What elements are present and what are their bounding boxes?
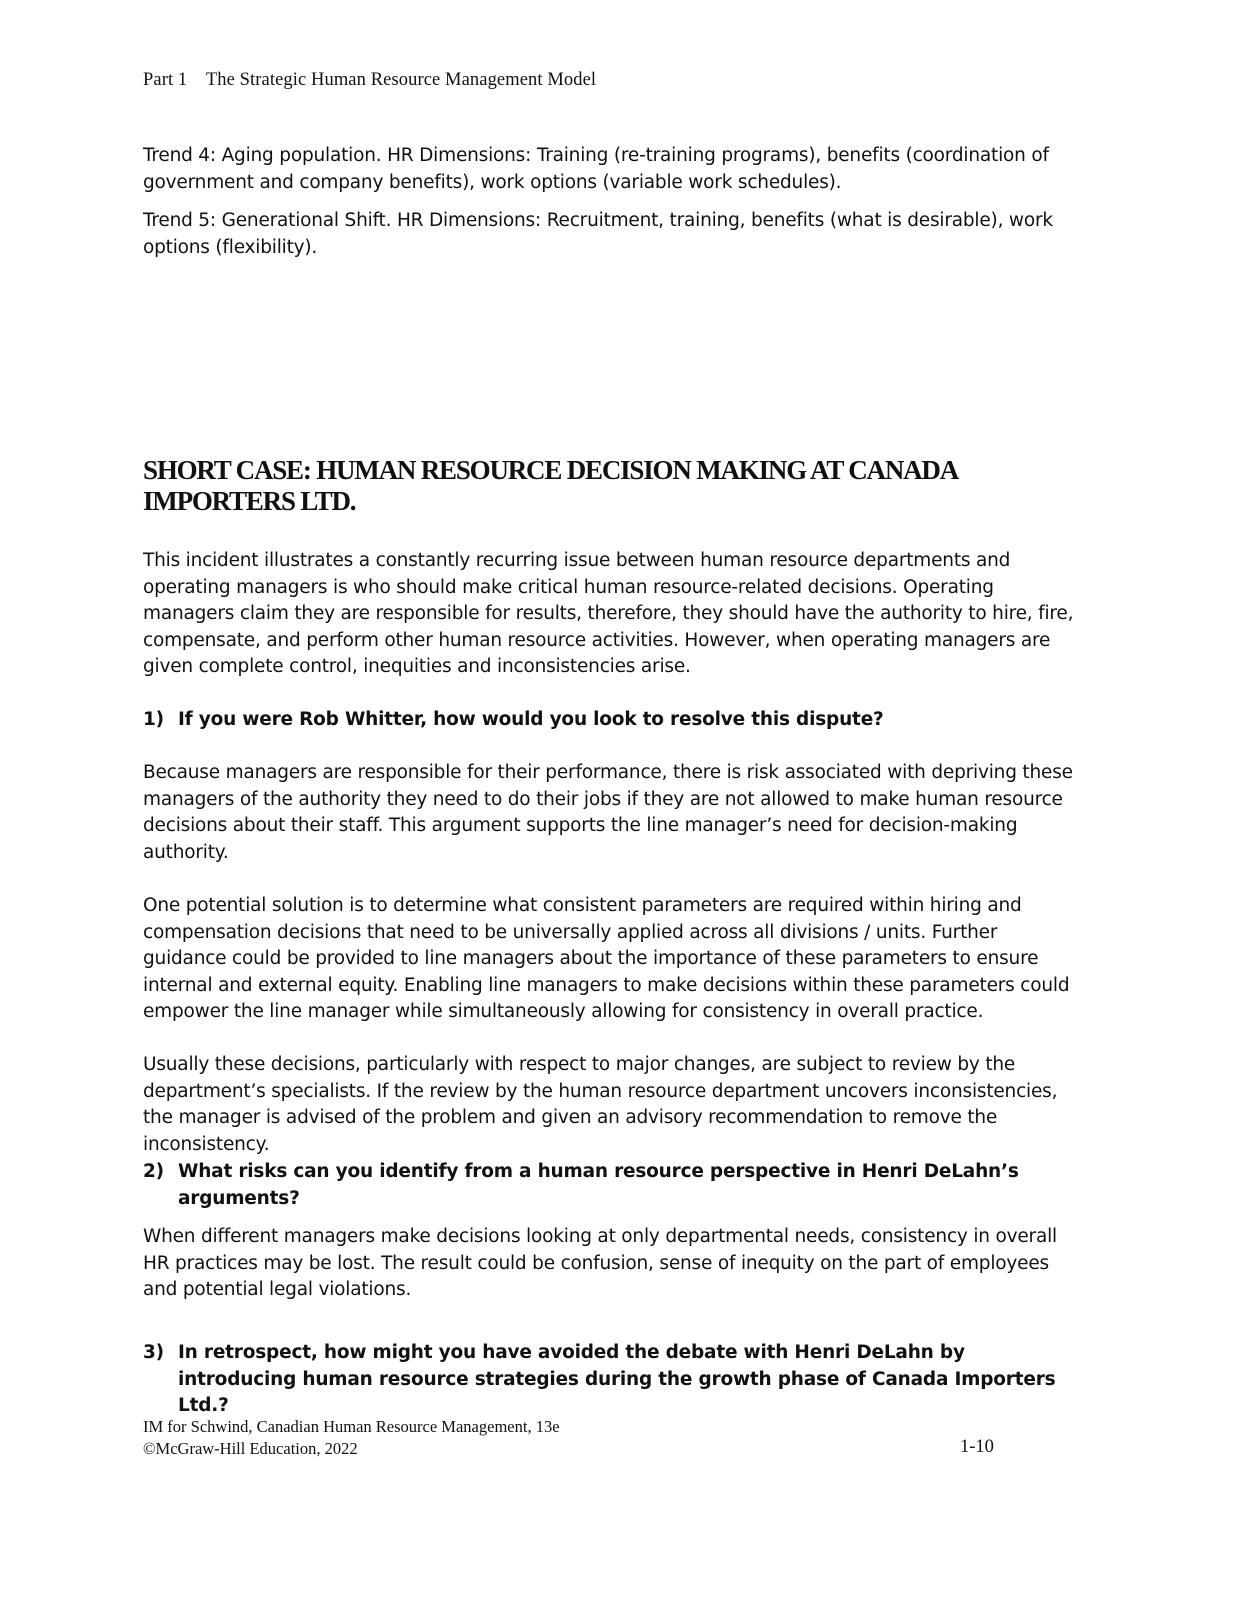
case-intro-paragraph: This incident illustrates a constantly recurring issue between human resource departments and operating managers is who should make critical human resource-related decisions. Operating managers claim they are responsible for results, therefore, they should have the authority to hire, fire, compensate, and perform other human resource activities. However, when operating managers are given complete control, inequities and inconsistencies arise.: [143, 550, 1074, 677]
answer-2-paragraph: When different managers make decisions looking at only departmental needs, consistency in overall HR practices may be lost. The result could be confusion, sense of inequity on the part of employees and potential legal violations.: [143, 1226, 1057, 1300]
case-title: SHORT CASE: HUMAN RESOURCE DECISION MAKING AT CANADA IMPORTERS LTD.: [143, 455, 957, 516]
question-3: [143, 1340, 1063, 1420]
trend-4-paragraph: Trend 4: Aging population. HR Dimensions: Training (re-training programs), benefits (coordination of government and company benefits), work options (variable work schedules).: [143, 145, 1049, 193]
answer-1-paragraph-3: Usually these decisions, particularly with respect to major changes, are subject to review by the department’s specialists. If the review by the human resource department uncovers inconsistencies, the manager is advised of the problem and given an advisory recommendation to remove the inconsistency.: [143, 1054, 1058, 1155]
footer-citation: IM for Schwind, Canadian Human Resource Management, 13e: [143, 1417, 560, 1436]
question-1-number: 1): [143, 709, 164, 730]
question-3-text: In retrospect, how might you have avoided the debate with Henri DeLahn by introducing human resource strategies during the growth phase of Canada Importers Ltd.?: [178, 1342, 1056, 1416]
question-1: [143, 707, 1083, 734]
page-number: 1-10: [960, 1437, 994, 1457]
question-2-text: What risks can you identify from a human resource perspective in Henri DeLahn’s arguments?: [178, 1161, 1019, 1209]
running-header: Part 1 The Strategic Human Resource Management Model: [143, 70, 597, 90]
answer-1-paragraph-2: One potential solution is to determine what consistent parameters are required within hiring and compensation decisions that need to be universally applied across all divisions / units. Further guidance could be provided to line managers about the importance of these parameters to ensure internal and external equity. Enabling line managers to make decisions within these parameters could empower the line manager while simultaneously allowing for consistency in overall practice.: [143, 895, 1070, 1022]
answer-1-paragraph-1: Because managers are responsible for their performance, there is risk associated with depriving these managers of the authority they need to do their jobs if they are not allowed to make human resource decisions about their staff. This argument supports the line manager’s need for decision-making authority.: [143, 762, 1073, 863]
question-2-number: 2): [143, 1161, 164, 1182]
question-1-text: If you were Rob Whitter, how would you look to resolve this dispute?: [178, 709, 884, 730]
question-2: [143, 1159, 1083, 1212]
footer-copyright: ©McGraw-Hill Education, 2022: [143, 1439, 358, 1458]
trend-5-paragraph: Trend 5: Generational Shift. HR Dimensions: Recruitment, training, benefits (what is desirable), work options (flexibility).: [143, 210, 1053, 258]
question-3-number: 3): [143, 1342, 164, 1363]
